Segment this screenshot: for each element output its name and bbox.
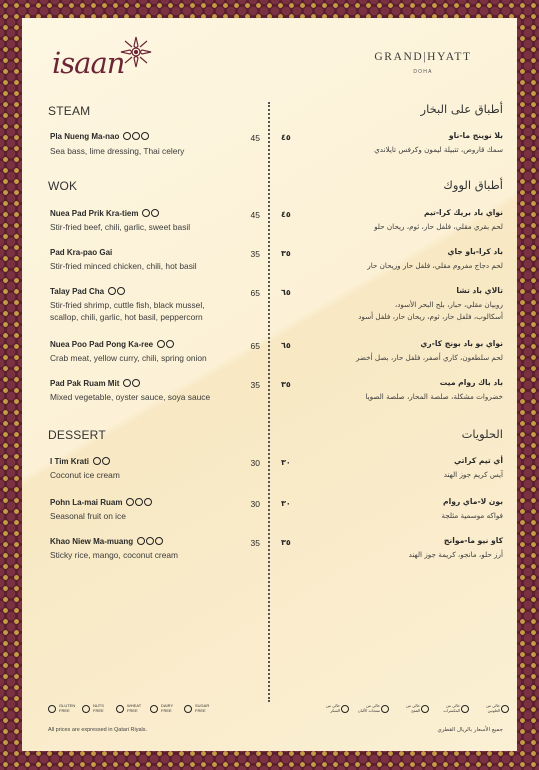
nuts-free-icon bbox=[461, 705, 469, 713]
legend-label-line1: WHEAT bbox=[127, 703, 142, 708]
dairy-free-icon bbox=[150, 705, 158, 713]
wheat-free-icon bbox=[146, 537, 154, 545]
item-description: Sea bass, lime dressing, Thai celery bbox=[50, 146, 185, 156]
legend-ar-line2: الغلوتين bbox=[487, 707, 500, 713]
legend-label bbox=[195, 704, 209, 713]
gluten-free-icon bbox=[108, 287, 116, 295]
item-description-ar: خضروات مشكلة، صلصة المحار، صلصة الصويا bbox=[365, 392, 503, 401]
gluten-free-icon bbox=[501, 705, 509, 713]
section-title-dessert-ar: الحلويات bbox=[461, 427, 503, 441]
dietary-icons bbox=[157, 340, 175, 350]
item-price: 30 bbox=[250, 458, 260, 468]
item-name-ar: نواي باد بريك كرا-تيم bbox=[423, 208, 503, 217]
item-price-ar: ٦٥ bbox=[281, 341, 291, 350]
dietary-icons bbox=[142, 209, 160, 219]
item-name-ar: بلا نوينج ما-ناو bbox=[448, 131, 503, 140]
dietary-icons bbox=[126, 498, 153, 508]
legend-label-line1: SUGAR bbox=[195, 703, 210, 708]
legend-nuts-free bbox=[82, 703, 104, 714]
gluten-free-icon bbox=[126, 498, 134, 506]
gluten-free-icon bbox=[137, 537, 145, 545]
item-name: Nuea Poo Pad Pong Ka-ree bbox=[50, 340, 175, 350]
item-description-ar: لحم بقري مقلي، فلفل حار، ثوم، ريحان حلو bbox=[374, 222, 503, 231]
item-description-ar: أرز حلو، مانجو، كريمة جوز الهند bbox=[408, 550, 503, 559]
hotel-name: GRAND|HYATT bbox=[374, 51, 472, 63]
item-name: Khao Niew Ma-muang bbox=[50, 537, 164, 547]
legend-ar-line2: المكسرات bbox=[443, 707, 460, 713]
legend-ar-line2: منتجات الألبان bbox=[357, 707, 380, 713]
item-description-ar-line2: أسكالوب، فلفل حار، ثوم، ريحان حار، فلفل أسود bbox=[358, 312, 503, 321]
legend-label-line2: FREE bbox=[195, 707, 206, 713]
wheat-free-icon bbox=[132, 132, 140, 140]
item-description: Coconut ice cream bbox=[50, 470, 120, 480]
item-price: 35 bbox=[250, 380, 260, 390]
item-name-ar: أي تيم كراتي bbox=[453, 456, 503, 465]
item-description-ar: سمك قاروص، تتبيلة ليمون وكرفس تايلاندي bbox=[374, 145, 503, 154]
item-description: Sticky rice, mango, coconut cream bbox=[50, 550, 179, 560]
dairy-free-icon bbox=[151, 209, 159, 217]
item-description-line2: scallop, chili, garlic, hot basil, peppercorn bbox=[50, 312, 203, 322]
item-name-ar: تالاي باد تشا bbox=[456, 286, 503, 295]
wheat-free-icon bbox=[116, 705, 124, 713]
legend-sugar-free bbox=[184, 703, 210, 714]
legend-ar-line1: خالي من bbox=[486, 703, 500, 708]
legend-ar-line1: خالي من bbox=[406, 703, 420, 708]
item-description-ar: فواكه موسمية مثلجة bbox=[441, 511, 503, 520]
item-price-ar: ٦٥ bbox=[281, 288, 291, 297]
section-title-wok: WOK bbox=[48, 179, 78, 193]
item-description: Crab meat, yellow curry, chili, spring onion bbox=[50, 353, 207, 363]
nuts-free-icon bbox=[82, 705, 90, 713]
section-title-steam: STEAM bbox=[48, 104, 91, 118]
legend-ar-label bbox=[406, 704, 420, 713]
dairy-free-icon bbox=[132, 379, 140, 387]
legend-ar-label bbox=[326, 704, 340, 713]
item-price-ar: ٣٥ bbox=[281, 380, 291, 389]
item-description: Mixed vegetable, oyster sauce, soya sauce bbox=[50, 392, 211, 402]
item-price: 45 bbox=[250, 210, 260, 220]
legend-dairy-free bbox=[150, 703, 174, 714]
column-divider bbox=[268, 102, 270, 702]
dairy-free-icon bbox=[141, 132, 149, 140]
legend-label-line2: FREE bbox=[127, 707, 138, 713]
item-name-ar: باد كرا-باو جاي bbox=[447, 247, 503, 256]
dietary-icons bbox=[123, 132, 150, 142]
legend-ar-line2: السكر bbox=[330, 707, 340, 713]
legend-ar-line1: خالي من bbox=[366, 703, 380, 708]
item-description-ar: روبيان مقلي، حبار، بلح البحر الأسود، bbox=[394, 300, 503, 309]
legend-wheat-free bbox=[116, 703, 142, 714]
gluten-free-icon bbox=[123, 132, 131, 140]
item-price: 35 bbox=[250, 538, 260, 548]
dietary-icons bbox=[123, 379, 141, 389]
legend-label-line2: FREE bbox=[161, 707, 172, 713]
sugar-free-icon bbox=[184, 705, 192, 713]
legend-label-line1: NUTS bbox=[93, 703, 104, 708]
item-description: Stir-fried minced chicken, chili, hot basil bbox=[50, 261, 197, 271]
item-description-ar: آيس كريم جوز الهند bbox=[443, 470, 503, 479]
item-name: Pad Pak Ruam Mit bbox=[50, 379, 141, 389]
item-price-ar: ٤٥ bbox=[281, 210, 291, 219]
dairy-free-icon bbox=[117, 287, 125, 295]
gluten-free-icon bbox=[93, 457, 101, 465]
item-price: 45 bbox=[250, 133, 260, 143]
restaurant-logo: isaan bbox=[52, 46, 125, 80]
gluten-free-icon bbox=[123, 379, 131, 387]
item-name: Pad Kra-pao Gai bbox=[50, 248, 113, 257]
item-price-ar: ٣٠ bbox=[281, 499, 291, 508]
dairy-free-icon bbox=[381, 705, 389, 713]
legend-ar-line1: خالي من bbox=[326, 703, 340, 708]
item-name: Pla Nueng Ma-nao bbox=[50, 132, 150, 142]
nuts-free-icon bbox=[135, 498, 143, 506]
item-description: Seasonal fruit on ice bbox=[50, 511, 126, 521]
item-name-ar: نواي بو باد بونج كا-ري bbox=[420, 339, 503, 348]
item-description-ar: لحم دجاج مفروم مقلي، فلفل حار وريحان حار bbox=[367, 261, 503, 270]
item-description-ar: لحم سلطعون، كاري أصفر، فلفل حار، بصل أخضر bbox=[355, 353, 503, 362]
item-name: Talay Pad Cha bbox=[50, 287, 126, 297]
dietary-icons bbox=[137, 537, 164, 547]
legend-label bbox=[161, 704, 173, 713]
wheat-free-icon bbox=[102, 457, 110, 465]
dairy-free-icon bbox=[155, 537, 163, 545]
price-note-ar: جميع الأسعار بالريال القطري bbox=[437, 727, 503, 733]
sugar-free-icon bbox=[341, 705, 349, 713]
gluten-free-icon bbox=[142, 209, 150, 217]
item-price: 65 bbox=[250, 288, 260, 298]
gluten-free-icon bbox=[48, 705, 56, 713]
legend-label-line2: FREE bbox=[93, 707, 104, 713]
item-name: Pohn La-mai Ruam bbox=[50, 498, 153, 508]
legend-gluten-free bbox=[48, 703, 76, 714]
legend-label bbox=[59, 704, 75, 713]
dietary-icons bbox=[108, 287, 126, 297]
item-description: Stir-fried beef, chili, garlic, sweet basil bbox=[50, 222, 191, 232]
dairy-free-icon bbox=[166, 340, 174, 348]
wheat-free-icon bbox=[421, 705, 429, 713]
legend-label-line2: FREE bbox=[59, 707, 70, 713]
legend-label bbox=[93, 704, 104, 713]
legend-ar-line1: خالي من bbox=[446, 703, 460, 708]
legend-label-line1: GLUTEN bbox=[59, 703, 76, 708]
price-note: All prices are expressed in Qatari Riyals. bbox=[48, 727, 148, 733]
dietary-icons bbox=[93, 457, 111, 467]
item-name: Nuea Pad Prik Kra-tiem bbox=[50, 209, 160, 219]
gluten-free-icon bbox=[157, 340, 165, 348]
dairy-free-icon bbox=[144, 498, 152, 506]
item-name-ar: كاو نيو ما-موانج bbox=[443, 536, 503, 545]
section-title-steam-ar: أطباق على البخار bbox=[420, 102, 503, 116]
legend-ar-label bbox=[486, 704, 500, 713]
item-name-ar: بون لا-ماي روام bbox=[443, 497, 503, 506]
hotel-city: DOHA bbox=[413, 69, 433, 75]
legend-label bbox=[127, 704, 141, 713]
item-price: 65 bbox=[250, 341, 260, 351]
menu-page bbox=[22, 18, 517, 751]
legend-ar-label bbox=[358, 704, 380, 713]
legend-ar-label bbox=[443, 704, 460, 713]
item-name: I Tim Krati bbox=[50, 457, 111, 467]
legend-label-line1: DAIRY bbox=[161, 703, 174, 708]
item-price-ar: ٣٥ bbox=[281, 538, 291, 547]
item-price-ar: ٣٠ bbox=[281, 458, 291, 467]
section-title-dessert: DESSERT bbox=[48, 428, 106, 442]
item-description: Stir-fried shrimp, cuttle fish, black mussel, bbox=[50, 300, 205, 310]
item-price: 30 bbox=[250, 499, 260, 509]
item-name-ar: باد باك روام ميت bbox=[439, 378, 503, 387]
legend-ar-line2: القمح bbox=[411, 707, 420, 713]
item-price-ar: ٣٥ bbox=[281, 249, 291, 258]
item-price-ar: ٤٥ bbox=[281, 133, 291, 142]
section-title-wok-ar: أطباق الووك bbox=[443, 178, 503, 192]
item-price: 35 bbox=[250, 249, 260, 259]
